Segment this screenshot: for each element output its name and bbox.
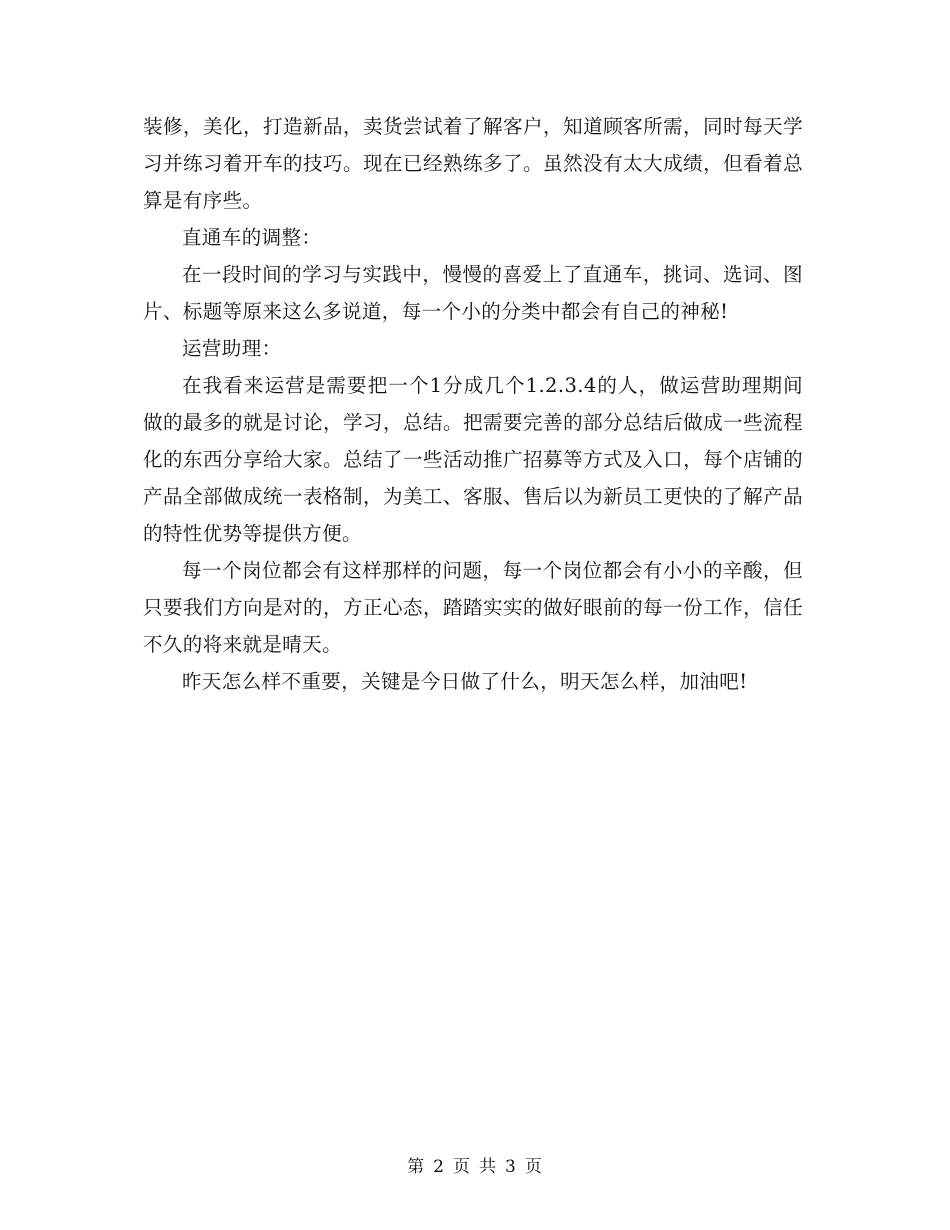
footer-suffix: 页 [524,1157,543,1177]
paragraph-through-train: 在一段时间的学习与实践中，慢慢的喜爱上了直通车，挑词、选词、图片、标题等原来这么多说道，每一个小的分类中都会有自己的神秘! [143,263,803,323]
paragraph-every-position: 每一个岗位都会有这样那样的问题，每一个岗位都会有小小的辛酸，但只要我们方向是对的，方正心态，踏踏实实的做好眼前的每一份工作，信任不久的将来就是晴天。 [143,559,803,656]
paragraph-operations-assistant: 在我看来运营是需要把一个1分成几个1.2.3.4的人，做运营助理期间做的最多的就是讨论，学习，总结。把需要完善的部分总结后做成一些流程化的东西分享给大家。总结了一些活动推广招募等方式及入口，每个店铺的产品全部做成统一表格制，为美工、客服、售后以为新员工更快的了解产品的特性优势等提供方便。 [143,374,803,545]
page-footer [0,1152,950,1177]
footer-total-pages: 3 [505,1157,517,1177]
paragraph-continuation: 装修，美化，打造新品，卖货尝试着了解客户，知道顾客所需，同时每天学习并练习着开车的技巧。现在已经熟练多了。虽然没有太大成绩，但看着总算是有序些。 [143,115,803,212]
paragraph-closing: 昨天怎么样不重要，关键是今日做了什么，明天怎么样，加油吧! [182,670,748,693]
footer-current-page: 2 [433,1157,445,1177]
heading-through-train: 直通车的调整： [182,226,322,249]
footer-page-word: 页 [453,1157,471,1177]
page-body [143,108,803,700]
heading-operations-assistant: 运营助理： [182,337,282,360]
footer-prefix: 第 [407,1157,426,1177]
footer-total-word: 共 [479,1157,497,1177]
